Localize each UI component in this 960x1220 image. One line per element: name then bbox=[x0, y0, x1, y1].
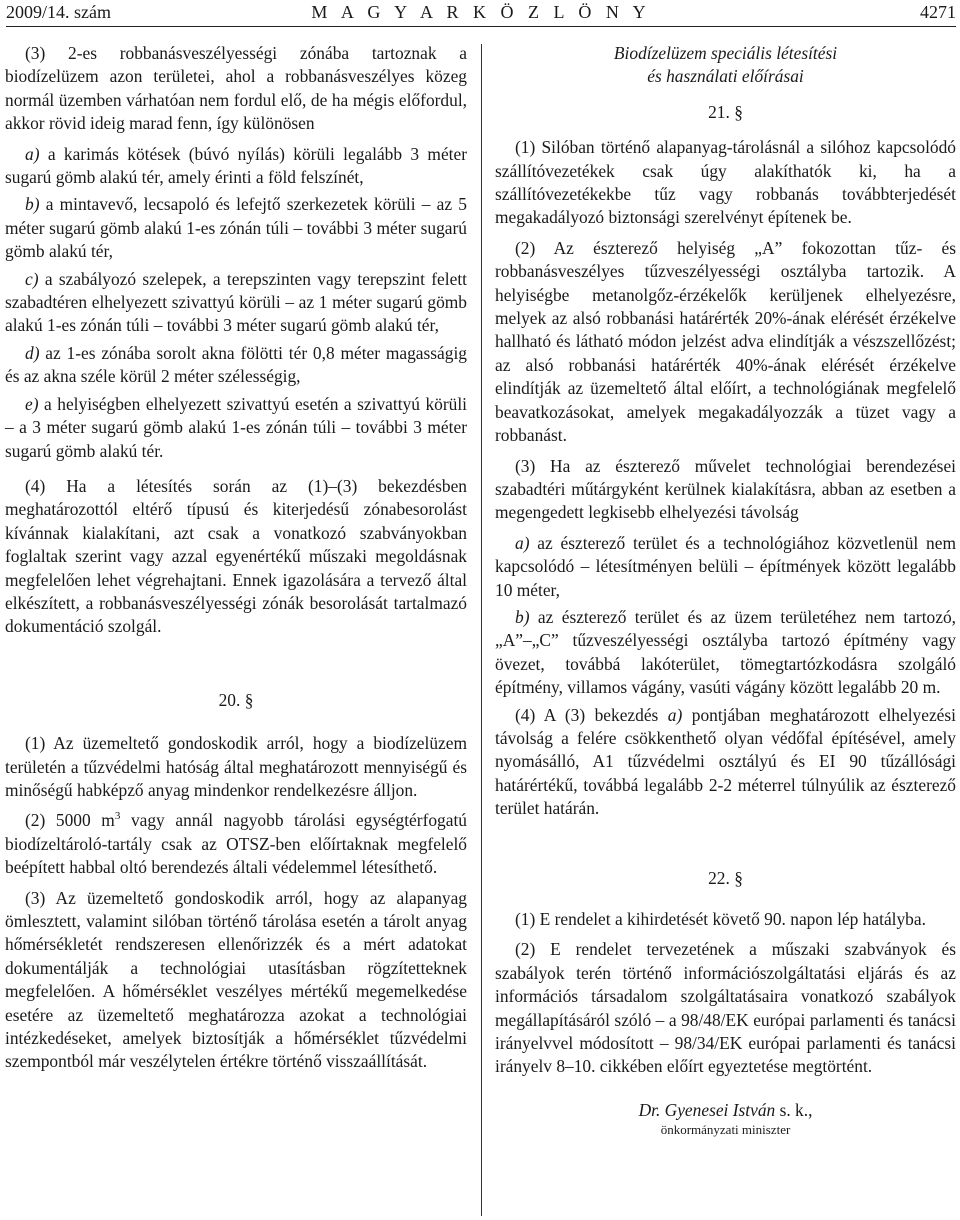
item-text: az észterező terület és a technológiához közvetlenül nem kapcsolódó – létesítményen belüli – építmények között legalább 10 méter, bbox=[495, 532, 956, 600]
journal-title: M A G Y A R K Ö Z L Ö N Y bbox=[311, 2, 651, 22]
paragraph-21-3: (3) Ha az észterező művelet technológiai berendezései szabadtéri műtárgyként kerülnek kialakításra, abban az esetben a megengedett legkisebb elhelyezési távolság bbox=[495, 455, 956, 523]
item-label: a) bbox=[515, 532, 530, 553]
section-heading-21: 21. § bbox=[708, 101, 743, 122]
list-item-e bbox=[5, 393, 467, 463]
paragraph-20-1: (1) Az üzemeltető gondoskodik arról, hogy a biodízelüzem területén a tűzvédelmi hatóság által meghatározott mennyiségű és minőségű habképző anyag mindenkor rendelkezésre álljon. bbox=[5, 733, 467, 800]
paragraph-22-2: (2) E rendelet tervezetének a műszaki szabványok és szabályok terén történő információszolgáltatási eljárás és az információs társadalom szolgáltatásaira vonatkozó szabályok megállapításáról szóló – a 98/48/EK európai parlamenti és tanácsi irányelvvel módosított – 98/34/EK európai parlamenti és tanácsi irányelv 8–10. cikkében előírt egyeztetése megtörtént. bbox=[495, 939, 956, 1077]
list-item-d bbox=[5, 342, 467, 389]
list-item-b bbox=[5, 193, 467, 263]
page-number: 4271 bbox=[920, 2, 956, 22]
paragraph-21-2: (2) Az észterező helyiség „A” fokozottan tűz- és robbanásveszélyes tűzveszélyességi osztályba tartozik. A helyiségbe metanolgőz-érzékelők kerüljenek elhelyezésre, melyek az alsó robbanási határérték 20%-ának elérését érzékelve hallható és látható módon jelzést adva elindítják a vészszellőzést; az alsó robbanási határérték 40%-ának elérését érzékelve elindítják az üzemeltető által előírt, a technológiának megfelelő beavatkozásokat, amelyek megakadályozzák a tüzet vagy a robbanást. bbox=[495, 237, 956, 446]
paragraph-19-4: (4) Ha a létesítés során az (1)–(3) bekezdésben meghatározottól eltérő típusú és kiterjedésű zónabesorolást kívánnak kialakítani, azt csak a vonatkozó szabványokban foglaltak szerint vagy azzal egyenértékű műszaki megoldásnak megfelelően lehet végrehajtani. Ennek igazolására a tervező által elkészített, a robbanásveszélyességi zónák besorolását tartalmazó dokumentáció szolgál. bbox=[5, 475, 467, 637]
paragraph-21-4: (4) A (3) bekezdés a) pontjában meghatározott elhelyezési távolság a felére csökkenthető olyan védőfal építésével, amely nyomásálló, A1 tűzvédelmi osztályú és EI 90 tűzállósági határértékű, továbbá legalább 2-2 méterrel túlnyúlik az észterező terület határán. bbox=[495, 704, 956, 819]
paragraph-21-1: (1) Silóban történő alapanyag-tárolásnál a silóhoz kapcsolódó szállítóvezetékek csak úgy alakíthatók ki, ha a szállítóvezetékekbe tűz vagy robbanás továbbterjedését megakadályozó biztonsági szerelvényt építenek be. bbox=[495, 137, 956, 228]
issue-number: 2009/14. szám bbox=[6, 2, 111, 22]
item-label: a) bbox=[25, 143, 40, 164]
item-label: b) bbox=[515, 606, 530, 627]
signature: Dr. Gyenesei István s. k., bbox=[638, 1099, 813, 1120]
signatory-title: önkormányzati miniszter bbox=[660, 1122, 791, 1138]
item-text: az 1-es zónába sorolt akna fölötti tér 0,8 méter magasságig és az akna széle körül 2 méter szélességig, bbox=[5, 342, 467, 387]
item-label: b) bbox=[25, 194, 40, 215]
item-text: az észterező terület és az üzem területéhez nem tartozó, „A”–„C” tűzveszélyességi osztályba tartozó építmény vagy övezet, továbbá lakóterület, tömegtartózkodásra szolgáló építmény, villamos vágány, vasúti vágány között legalább 20 m. bbox=[495, 606, 956, 698]
item-text: a szabályozó szelepek, a terepszinten vagy terepszint felett szabadtéren elhelyezett szivattyú körüli – az 1 méter sugarú gömb alakú 1-es zónán túli – további 3 méter sugarú gömb alakú tér, bbox=[5, 268, 467, 336]
list-item-b bbox=[495, 606, 956, 700]
item-label: d) bbox=[25, 342, 40, 363]
list-item-a bbox=[5, 143, 467, 190]
column-divider bbox=[481, 44, 482, 1216]
paragraph-19-3: (3) 2-es robbanásveszélyességi zónába tartoznak a biodízelüzem azon területei, ahol a robbanásveszélyes közeg normál üzemben várhatóan nem fordul elő, de ha mégis előfordul, akkor rövid ideig marad fenn, így különösen bbox=[5, 43, 467, 134]
item-text: a karimás kötések (búvó nyílás) körüli legalább 3 méter sugarú gömb alakú tér, amely érinti a föld felszínét, bbox=[5, 143, 467, 188]
list-item-a bbox=[495, 532, 956, 602]
right-column bbox=[495, 42, 956, 1138]
paragraph-20-3: (3) Az üzemeltető gondoskodik arról, hogy az alapanyag ömlesztett, valamint silóban történő tárolása esetén a tárolt anyag hőmérsékletét rendszeresen ellenőrizzék és a mért adatokat dokumentálják a technológiai utasításban rögzítetteknek megfelelően. A hőmérséklet veszélyes mértékű megemelkedése esetére az üzemeltető meghatározza azokat a technológiai intézkedéseket, amelyek biztosítják a hőmérséklet tűzvédelmi szempontból már veszélytelen értékre történő visszaállítását. bbox=[5, 887, 467, 1072]
item-text: a helyiségben elhelyezett szivattyú esetén a szivattyú körüli – a 3 méter sugarú gömb alakú 1-es zónán túli – további 3 méter sugarú gömb alakú tér. bbox=[5, 393, 467, 461]
signatory-name: Dr. Gyenesei István bbox=[638, 1099, 776, 1120]
paragraph-22-1: (1) E rendelet a kihirdetését követő 90. napon lép hatályba. bbox=[515, 909, 926, 929]
left-column bbox=[5, 42, 467, 1081]
item-label: e) bbox=[25, 393, 39, 414]
item-label: c) bbox=[25, 268, 39, 289]
list-item-c bbox=[5, 268, 467, 338]
section-title-line-2: és használati előírásai bbox=[647, 66, 804, 87]
section-heading-20: 20. § bbox=[218, 689, 254, 710]
section-title-line-1: Biodízelüzem speciális létesítési bbox=[613, 43, 838, 63]
item-text: a mintavevő, lecsapoló és lefejtő szerkezetek körüli – az 5 méter sugarú gömb alakú 1-es zónán túli – további 3 méter sugarú gömb alakú tér, bbox=[5, 194, 467, 262]
superscript: 3 bbox=[114, 810, 121, 823]
section-heading-22: 22. § bbox=[708, 867, 743, 888]
paragraph-20-2: (2) 5000 $m^3$ vagy annál nagyobb tárolási egységtérfogatú biodízeltároló-tartály csak az OTSZ-ben előírtaknak megfelelő beépített habbal oltó berendezés általi védelemmel létesíthető. bbox=[5, 810, 467, 878]
page-header bbox=[6, 0, 956, 27]
